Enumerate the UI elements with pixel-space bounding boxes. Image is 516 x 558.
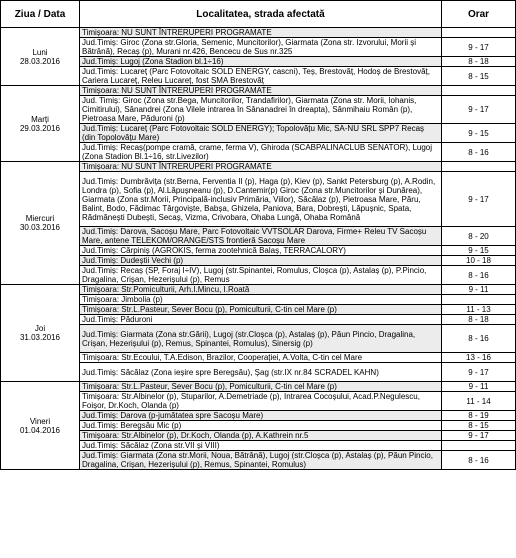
time-cell: 11 - 14 bbox=[442, 392, 516, 411]
location-cell: Jud.Timiș: Săcălaz (Zona str.VII și VIII) bbox=[80, 441, 442, 451]
time-cell: 8 - 16 bbox=[442, 325, 516, 353]
location-cell: Jud.Timiș: Păduroni bbox=[80, 315, 442, 325]
time-cell: 9 - 15 bbox=[442, 124, 516, 143]
location-cell: Jud.Timiș: Dumbrăvița (str.Berna, Ferventia II (p), Haga (p), Kiev (p), Sankt Petersburg (p), A.Rodin, Londra (p), Sofia (p), Al.Lăpușneanu (p), D.Cantemir(p) Giroc (Zona str.Muncitorilor și Dunărea), Giarmata (Zona str.Morii, Principală-inclusiv Primăria, Viilor), Săcălaz (p), Pietroasa Mare, Păru, Balint, Bodo, Fădimac Târgoviște, Babșa, Ghizela, Paniova, Bara, Dobrești, Lăpușnic, Spata, Rădmănești Dubești, Secaș, Vizma, Crivobara, Ohaba Lungă, Ohaba Română bbox=[80, 172, 442, 227]
header-day: Ziua / Data bbox=[1, 1, 80, 28]
time-cell: 8 - 15 bbox=[442, 67, 516, 86]
location-cell: Timișoara: Jimbolia (p) bbox=[80, 295, 442, 305]
table-row bbox=[1, 86, 516, 96]
location-cell: Jud.Timiș: Giroc (Zona str.Gloria, Semenic, Muncitorilor), Giarmata (Zona str. Izvorului, Morii și Bătrână), Recaș (p), Murani nr.426, Bencecu de Sus nr.325 bbox=[80, 38, 442, 57]
schedule-body bbox=[1, 28, 516, 470]
location-cell: Jud. Timiș: Giroc (Zona str.Bega, Muncitorilor, Trandafirilor), Giarmata (Zona str. Morii, Iohanis, Cimitirului), Sânandrei (Zona Vilele intrarea în Sânanadrei în dreapta), Sânmihaiu Român (p), Pietroasa Mare, Păduroni (p) bbox=[80, 96, 442, 124]
time-cell: 8 - 16 bbox=[442, 143, 516, 162]
location-cell: Jud.Timiș: Cărpiniș (AGROKIS, ferma zootehnică Balaș, TERRACALORY) bbox=[80, 246, 442, 256]
time-cell bbox=[442, 295, 516, 305]
day-cell bbox=[1, 162, 80, 285]
time-cell: 8 - 15 bbox=[442, 421, 516, 431]
location-cell: Timișoara: Str.Albinelor (p), Dr.Koch, Olanda (p), A.Kathrein nr.5 bbox=[80, 431, 442, 441]
location-cell: Jud.Timiș: Darova, Sacoșu Mare, Parc Fotovoltaic VVTSOLAR Darova, Firme+ Releu TV Sacoșu Mare, antene TELEKOM/ORANGE/STS frontieră Sacoșu Mare bbox=[80, 227, 442, 246]
time-cell: 10 - 18 bbox=[442, 256, 516, 266]
day-date: 29.03.2016 bbox=[19, 123, 61, 133]
location-cell: Jud.Timiș: Recaș (SP, Foraj I÷IV), Lugoj (str.Spinantei, Romulus, Cloșca (p), Astalaș (p), P.Pincio, Dragalina, Crișan, Hezerișului (p), Remus bbox=[80, 266, 442, 285]
time-cell: 8 - 19 bbox=[442, 411, 516, 421]
day-name: Marți bbox=[31, 114, 49, 124]
location-cell: Jud.Timiș: Săcălaz (Zona ieșire spre Beregsău), Șag (str.IX nr.84 SCRADEL KAHN) bbox=[80, 363, 442, 382]
table-row bbox=[1, 285, 516, 295]
time-cell: 8 - 16 bbox=[442, 451, 516, 470]
time-cell: 8 - 18 bbox=[442, 315, 516, 325]
header-location: Localitatea, strada afectată bbox=[80, 1, 442, 28]
time-cell: 9 - 11 bbox=[442, 382, 516, 392]
location-cell: Jud.Timiș: Dudeștii Vechi (p) bbox=[80, 256, 442, 266]
day-cell bbox=[1, 28, 80, 86]
header-row bbox=[1, 1, 516, 28]
time-cell bbox=[442, 162, 516, 172]
table-row bbox=[1, 382, 516, 392]
day-name: Luni bbox=[32, 47, 48, 57]
time-cell: 9 - 17 bbox=[442, 172, 516, 227]
day-date: 28.03.2016 bbox=[19, 56, 61, 66]
time-cell: 8 - 16 bbox=[442, 266, 516, 285]
location-cell: Jud.Timiș: Lugoj (Zona Stadion bl.1÷16) bbox=[80, 57, 442, 67]
location-cell: Jud.Timiș: Giarmata (Zona str.Gării), Lugoj (str.Cloșca (p), Astalaș (p), Păun Pincio, Dragalina, Crișan, Hezerișului (p), Remus, Spinantei, Romulus), Sinersig (p) bbox=[80, 325, 442, 353]
location-cell: Jud.Timiș: Lucareț (Parc Fotovoltaic SOLD ENERGY, cascni), Teș, Brestovăț, Hodoș de Brestovăț, Cariera Lucareț, Releu Lucareț, fost SMA Brestovăț bbox=[80, 67, 442, 86]
time-cell: 9 - 15 bbox=[442, 246, 516, 256]
time-cell: 9 - 11 bbox=[442, 285, 516, 295]
table-row bbox=[1, 28, 516, 38]
time-cell bbox=[442, 86, 516, 96]
day-date: 01.04.2016 bbox=[19, 425, 61, 435]
time-cell: 9 - 17 bbox=[442, 363, 516, 382]
location-cell: Timișoara: Str.L.Pasteur, Sever Bocu (p), Pomiculturii, C-tin cel Mare (p) bbox=[80, 382, 442, 392]
time-cell: 9 - 17 bbox=[442, 96, 516, 124]
location-cell: Timișoara: NU SUNT ÎNTRERUPERI PROGRAMATE bbox=[80, 86, 442, 96]
location-cell: Jud.Timiș: Giarmata (Zona str.Morii, Noua, Bătrână), Lugoj (str.Cloșca (p), Astalaș (p), Păun Pincio, Dragalina, Crișan, Hezerișului (p), Remus, Spinantei, Romulus) bbox=[80, 451, 442, 470]
location-cell: Jud.Timiș: Recaș(pompe cramă, crame, ferma V), Ghiroda (SCABPALINACLUB SENATOR), Lugoj (Zona Stadion Bl.1÷16, str.Livezilor) bbox=[80, 143, 442, 162]
location-cell: Timișoara: Str.Ecoului, T.A.Edison, Brazilor, Cooperației, A.Volta, C-tin cel Mare bbox=[80, 353, 442, 363]
day-date: 30.03.2016 bbox=[19, 223, 61, 232]
location-cell: Jud.Timiș: Beregsău Mic (p) bbox=[80, 421, 442, 431]
day-cell bbox=[1, 86, 80, 162]
location-cell: Jud.Timiș: Darova (p-jumătatea spre Sacoșu Mare) bbox=[80, 411, 442, 421]
time-cell: 9 - 17 bbox=[442, 431, 516, 441]
location-cell: Jud.Timiș: Lucareț (Parc Fotovoltaic SOLD ENERGY); Topolovățu Mic, SA-NU SRL SPP7 Recaș (din Topolovățu Mare) bbox=[80, 124, 442, 143]
header-time: Orar bbox=[442, 1, 516, 28]
time-cell: 11 - 13 bbox=[442, 305, 516, 315]
day-cell bbox=[1, 382, 80, 470]
time-cell bbox=[442, 441, 516, 451]
day-name: Vineri bbox=[29, 416, 51, 426]
time-cell: 13 - 16 bbox=[442, 353, 516, 363]
time-cell: 9 - 17 bbox=[442, 38, 516, 57]
location-cell: Timișoara: Str.Albinelor (p), Stuparilor, A.Demetriade (p), Intrarea Cocoșului, Acad.P.Negulescu, Foișor, Dr.Koch, Olanda (p) bbox=[80, 392, 442, 411]
time-cell: 8 - 20 bbox=[442, 227, 516, 246]
location-cell: Timișoara: NU SUNT ÎNTRERUPERI PROGRAMATE bbox=[80, 28, 442, 38]
location-cell: Timișoara: Str.L.Pasteur, Sever Bocu (p), Pomiculturii, C-tin cel Mare (p) bbox=[80, 305, 442, 315]
day-name: Miercuri bbox=[25, 214, 55, 223]
location-cell: Timișoara: Str.Pomiculturii, Arh.I.Mincu, I.Roată bbox=[80, 285, 442, 295]
table-row bbox=[1, 162, 516, 172]
day-cell bbox=[1, 285, 80, 382]
time-cell: 8 - 18 bbox=[442, 57, 516, 67]
day-name: Joi bbox=[34, 324, 46, 333]
time-cell bbox=[442, 28, 516, 38]
location-cell: Timișoara: NU SUNT ÎNTRERUPERI PROGRAMATE bbox=[80, 162, 442, 172]
day-date: 31.03.2016 bbox=[19, 333, 61, 342]
